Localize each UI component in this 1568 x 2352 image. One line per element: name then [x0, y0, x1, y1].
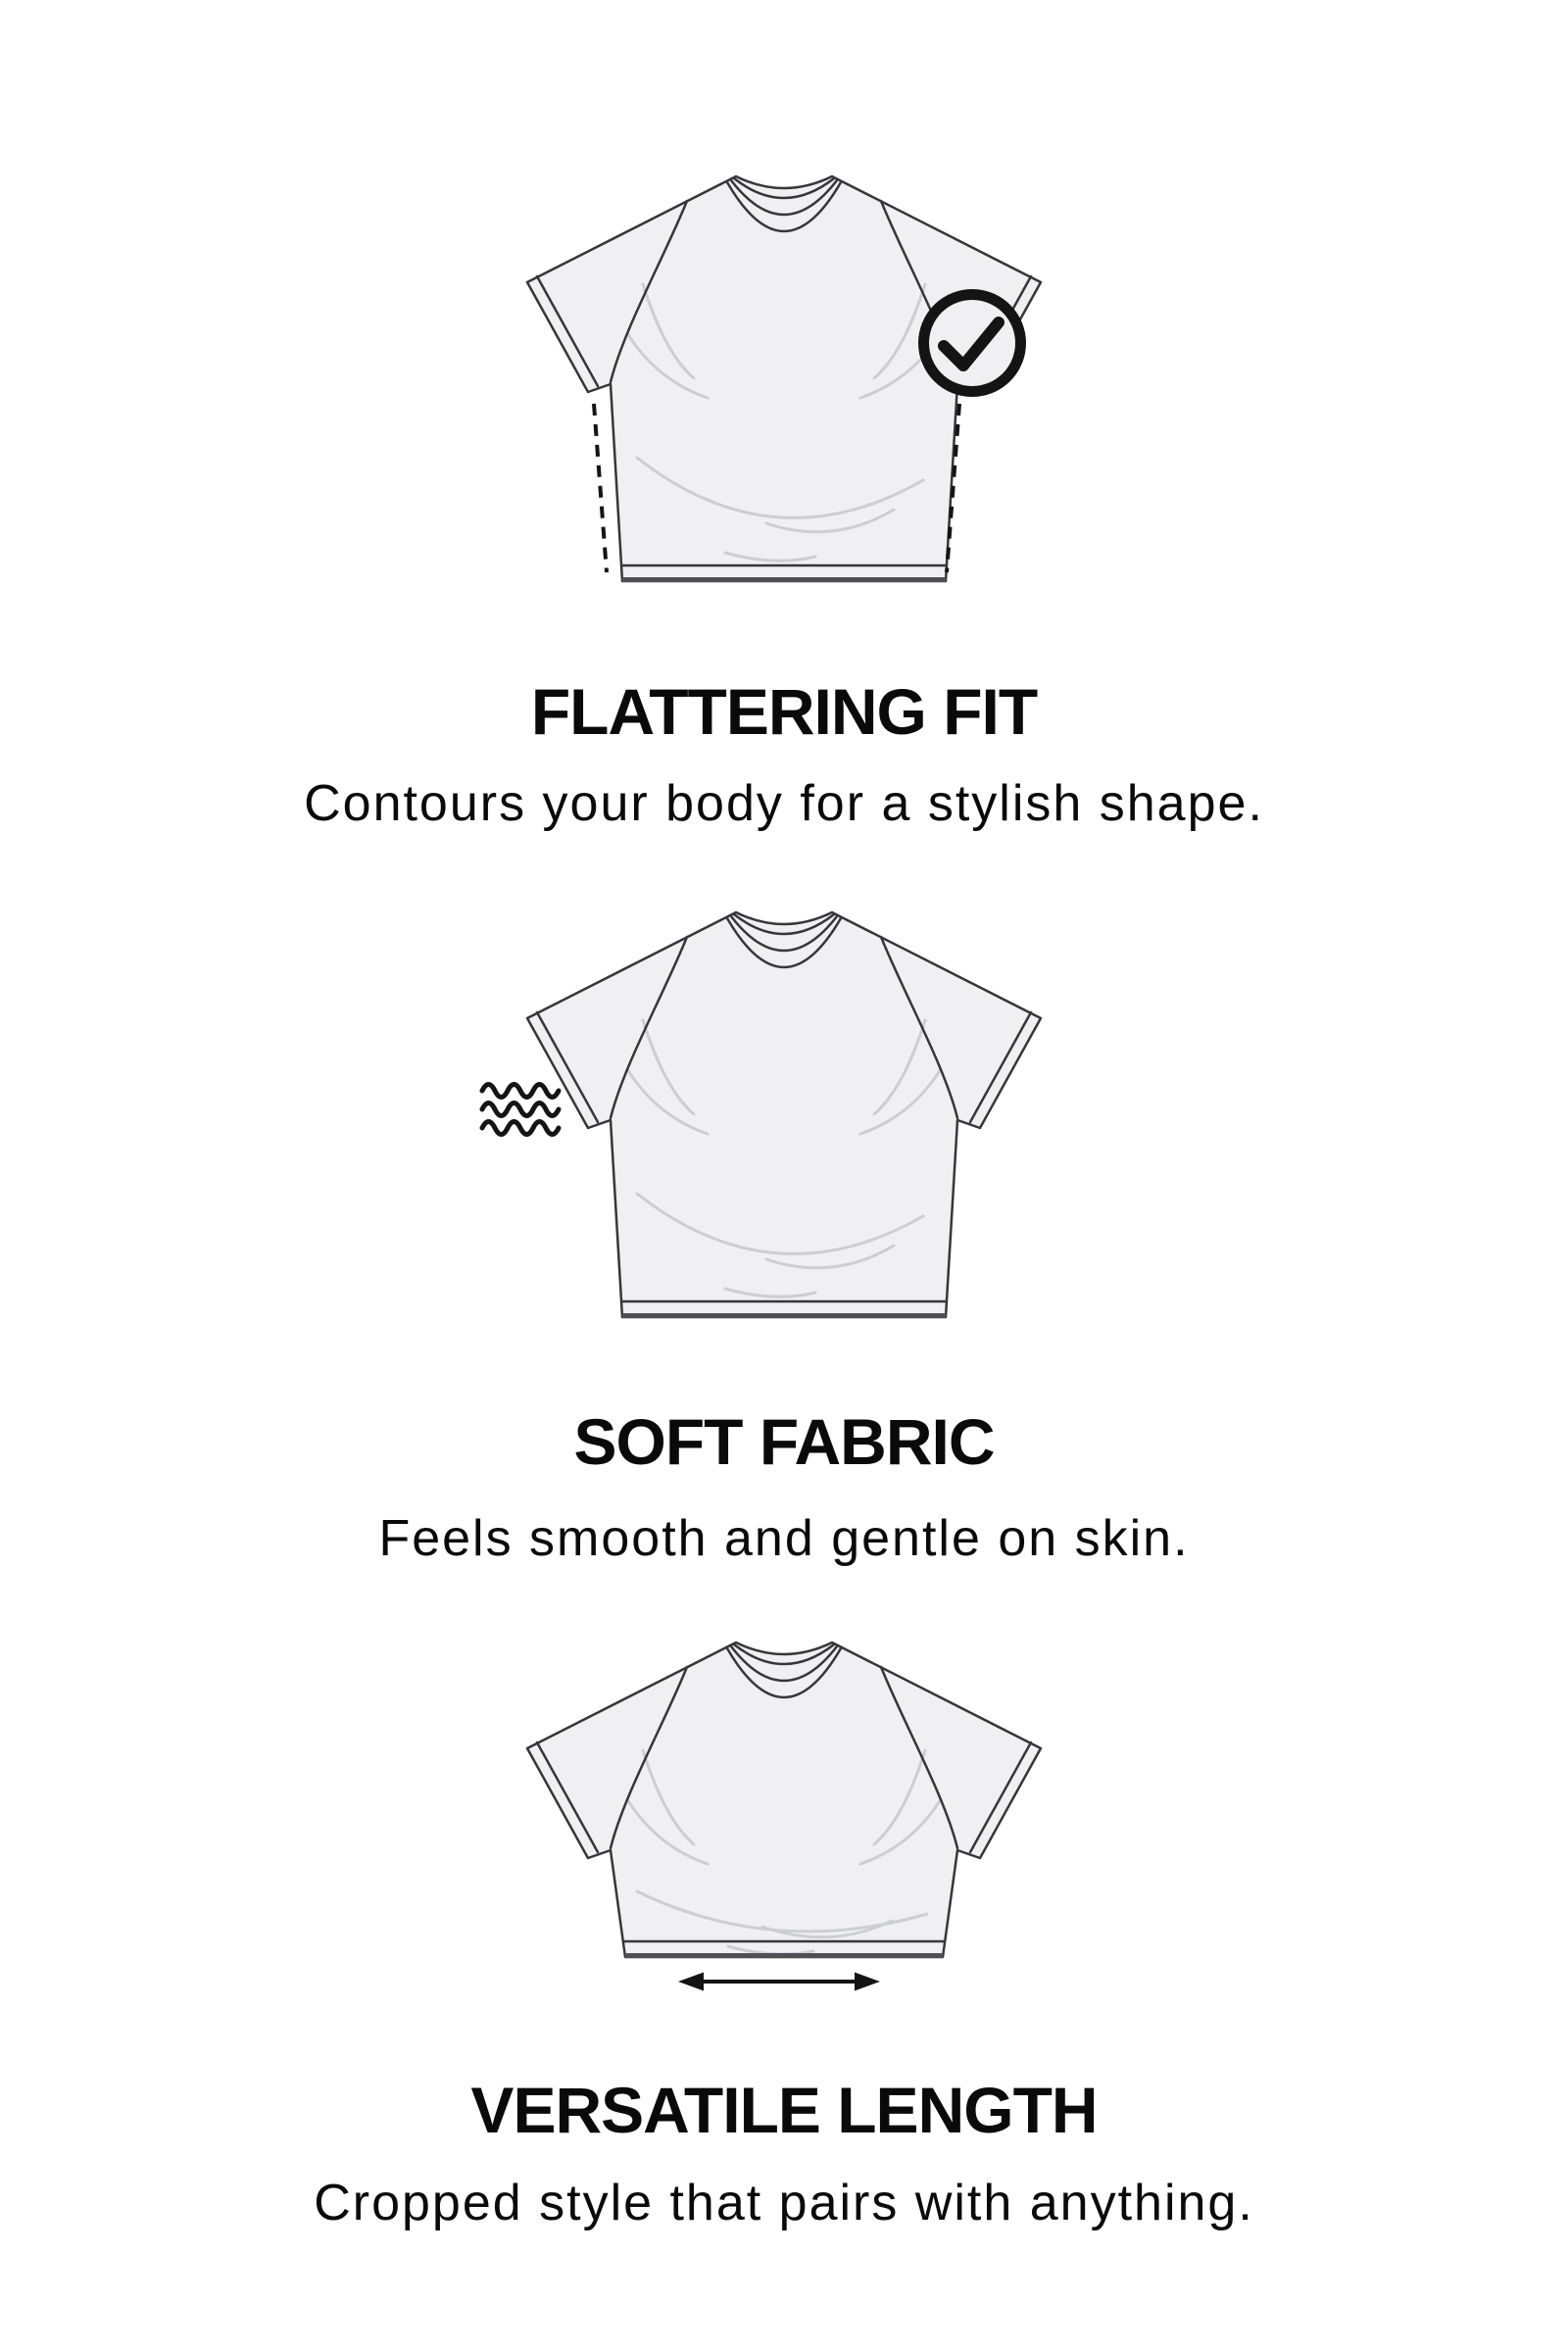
tshirt-versatile-length-illustration: [0, 1617, 1568, 2029]
section-subtitle-versatile-length: Cropped style that pairs with anything.: [314, 2175, 1254, 2231]
tshirt-flattering-fit-illustration: [0, 147, 1568, 612]
cropped-tshirt-sketch: [527, 1642, 1041, 1957]
section-heading-soft-fabric: SOFT FABRIC: [573, 1404, 995, 1478]
check-circle-icon: [924, 295, 1021, 392]
tshirt-soft-fabric-illustration: [0, 882, 1568, 1343]
section-heading-versatile-length: VERSATILE LENGTH: [470, 2073, 1098, 2146]
section-subtitle-flattering-fit: Contours your body for a stylish shape.: [304, 775, 1264, 832]
soft-waves-icon: [482, 1085, 559, 1135]
section-subtitle-soft-fabric: Feels smooth and gentle on skin.: [378, 1510, 1190, 1567]
tshirt-sketch: [527, 912, 1041, 1317]
width-arrow-icon: [678, 1973, 880, 1991]
section-heading-flattering-fit: FLATTERING FIT: [530, 674, 1038, 748]
